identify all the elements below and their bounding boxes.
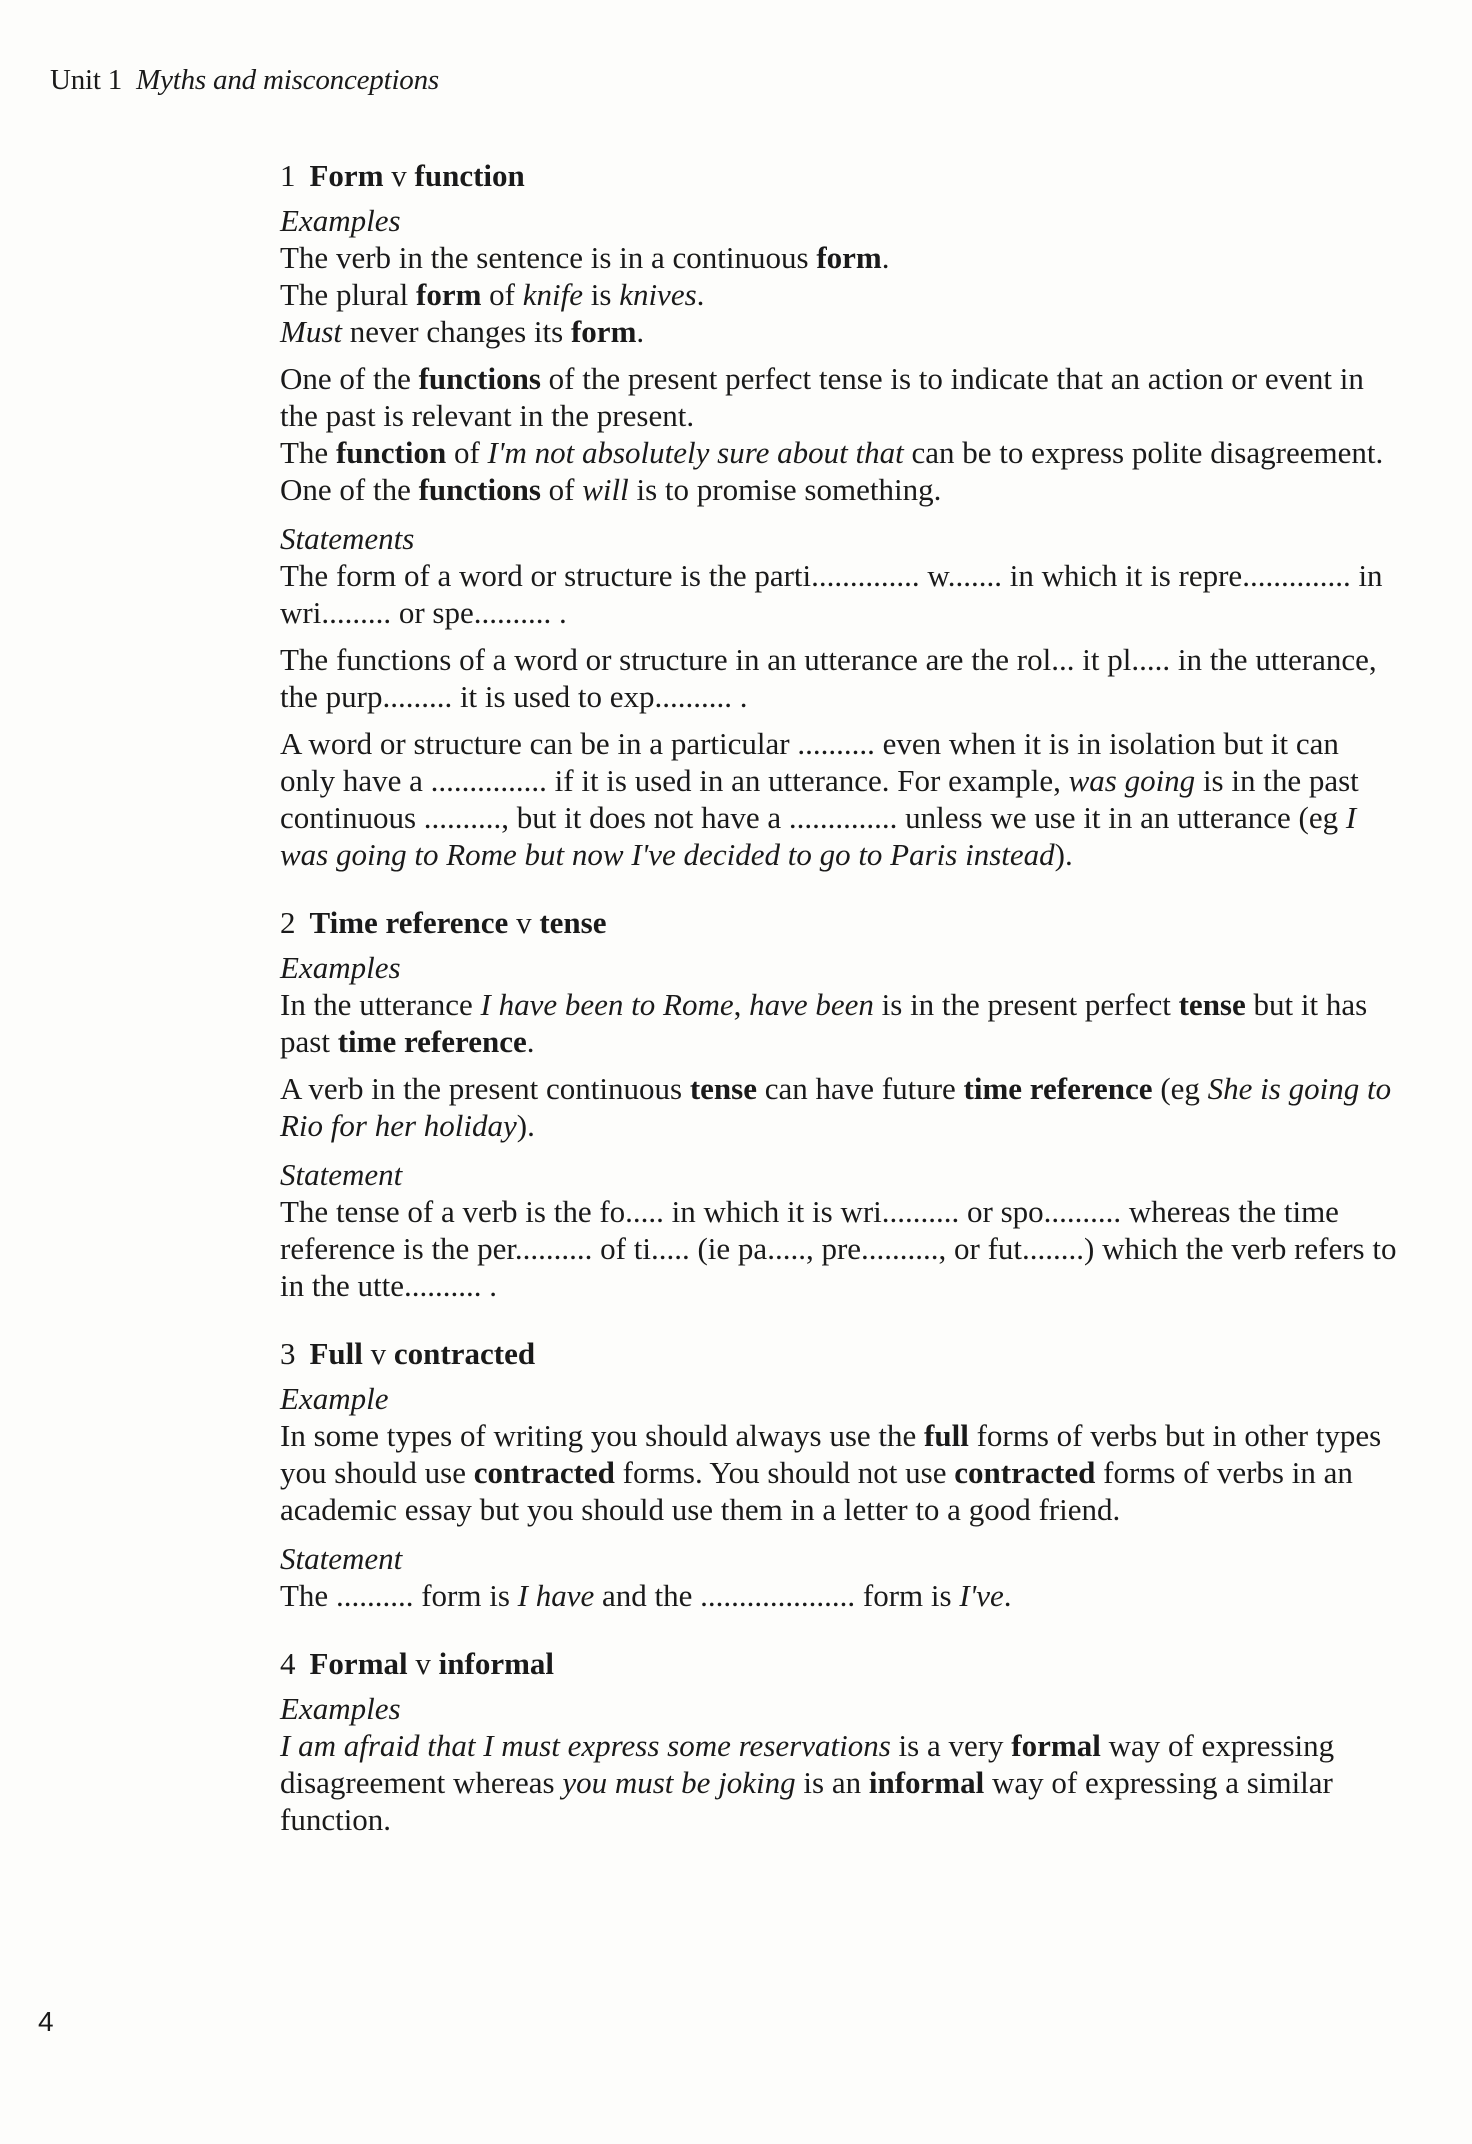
text-run: The verb in the sentence is in a continuous (280, 240, 817, 275)
text-run: One of the (280, 472, 419, 507)
bold-term: form (570, 314, 637, 349)
text-run: In the utterance (280, 987, 481, 1022)
text-run: is an (795, 1765, 869, 1800)
statement-gapfill (280, 1577, 1400, 1614)
statements-label: Statement (280, 1541, 403, 1576)
italic-term: I've (959, 1578, 1004, 1613)
example-line (280, 471, 1400, 508)
text-run: ). (1054, 837, 1073, 872)
section-number: 1 (280, 158, 296, 193)
bold-term: function (335, 435, 447, 470)
text-run: but it has past (280, 987, 1368, 1059)
section-heading (280, 156, 1400, 196)
bold-term: form (816, 240, 882, 275)
examples-label: Example (280, 1381, 389, 1416)
text-run: A word or structure can be in a particular .......... even when it is in isolation but it can only have a ............... if it is used in an utterance. For example, (280, 726, 1339, 798)
heading-term-1: Time reference (309, 905, 509, 940)
unit-title: Myths and misconceptions (136, 64, 439, 96)
text-run: (eg (1152, 1071, 1208, 1106)
section-number: 4 (280, 1646, 296, 1681)
text-run: is in the past continuous .........., but it does not have a .............. unless we use it in an utterance (eg (280, 763, 1359, 835)
text-run: . (1003, 1578, 1012, 1613)
text-run: . (526, 1024, 535, 1059)
italic-term: knife (522, 277, 583, 312)
text-run: forms of verbs but in other types you should use (280, 1418, 1382, 1490)
text-run: forms. You should not use (614, 1455, 955, 1490)
examples-block (280, 239, 1400, 508)
examples-label: Examples (280, 1691, 401, 1726)
text-run: One of the (280, 361, 419, 396)
italic-term: have been (749, 987, 874, 1022)
heading-term-2: tense (539, 905, 607, 940)
section-heading (280, 903, 1400, 943)
section-formal-v-informal (280, 1644, 1400, 1838)
examples-label: Examples (280, 203, 401, 238)
bold-term: functions (418, 472, 541, 507)
text-run: In some types of writing you should always use the (280, 1418, 925, 1453)
text-run: of the present perfect tense is to indicate that an action or event in the past is relevant in the present. (280, 361, 1364, 433)
example-line (280, 1070, 1400, 1144)
example-line (280, 1417, 1400, 1528)
statement-gapfill: The form of a word or structure is the parti.............. w....... in which it is repre.............. in wri......... or spe.......... . (280, 558, 1383, 630)
heading-term-1: Formal (309, 1646, 408, 1681)
bold-term: functions (418, 361, 541, 396)
heading-term-1: Form (309, 158, 384, 193)
bold-term: informal (868, 1765, 985, 1800)
text-run: . (696, 277, 705, 312)
text-run: The plural (280, 277, 417, 312)
text-run: . (881, 240, 890, 275)
italic-term: I have been to Rome (480, 987, 734, 1022)
running-header (50, 64, 439, 97)
examples-block (280, 986, 1400, 1144)
text-run: forms of verbs in an academic essay but you should use them in a letter to a good friend. (280, 1455, 1353, 1527)
text-run: is in the present perfect (873, 987, 1179, 1022)
heading-versus: v (370, 1336, 387, 1371)
section-heading (280, 1644, 1400, 1684)
bold-term: formal (1011, 1728, 1101, 1763)
text-run: is (583, 277, 620, 312)
italic-term: I have (517, 1578, 595, 1613)
italic-term: I am afraid that I must express some reservations (280, 1728, 891, 1763)
example-line (280, 434, 1400, 471)
statements-label: Statement (280, 1157, 403, 1192)
text-run: is a very (890, 1728, 1012, 1763)
italic-term: was going (1068, 763, 1196, 798)
bold-term: contracted (954, 1455, 1096, 1490)
text-run: never changes its (342, 314, 571, 349)
example-line (280, 360, 1400, 434)
italic-term: She is going to Rio for her holiday (280, 1071, 1392, 1143)
text-run: can be to express polite disagreement. (903, 435, 1384, 470)
statement-gapfill: The tense of a verb is the fo..... in which it is wri.......... or spo.......... whereas the time reference is the per.......... of ti..... (ie pa....., pre.........., or fut........) which the verb refers to in the utte.......... . (280, 1194, 1397, 1303)
example-line (280, 313, 1400, 350)
heading-versus: v (516, 905, 532, 940)
page-content (280, 156, 1400, 1868)
bold-term: tense (1178, 987, 1246, 1022)
examples-block (280, 1417, 1400, 1528)
section-time-reference-v-tense (280, 903, 1400, 1304)
text-run: way of expressing disagreement whereas (280, 1728, 1335, 1800)
text-run: way of expressing a similar function. (280, 1765, 1333, 1837)
section-number: 3 (280, 1336, 296, 1371)
text-run: ). (516, 1108, 535, 1143)
statements-label: Statements (280, 521, 415, 556)
text-run: can have future (756, 1071, 964, 1106)
statement-gapfill: The functions of a word or structure in an utterance are the rol... it pl..... in the utterance, the purp......... it is used to exp.......... . (280, 642, 1377, 714)
section-form-v-function (280, 156, 1400, 873)
heading-versus: v (415, 1646, 431, 1681)
text-run: is to promise something. (628, 472, 942, 507)
italic-term: I'm not absolutely sure about that (487, 435, 904, 470)
text-run: A verb in the present continuous (280, 1071, 690, 1106)
text-run: . (636, 314, 645, 349)
text-run: of (446, 435, 488, 470)
bold-term: full (924, 1418, 969, 1453)
bold-term: contracted (473, 1455, 615, 1490)
text-run: of (481, 277, 523, 312)
text-run: The (280, 435, 336, 470)
section-heading (280, 1334, 1400, 1374)
text-run: of (540, 472, 583, 507)
section-number: 2 (280, 905, 296, 940)
bold-term: form (416, 277, 482, 312)
italic-term: will (582, 472, 629, 507)
italic-term: I was going to Rome but now I've decided to go to Paris instead (280, 800, 1357, 872)
bold-term: tense (689, 1071, 757, 1106)
statement-gapfill (280, 725, 1400, 873)
bold-term: time reference (337, 1024, 527, 1059)
text-run: The .......... form is (280, 1578, 518, 1613)
text-run: , (733, 987, 750, 1022)
example-line (280, 276, 1400, 313)
heading-term-2: function (414, 158, 525, 193)
heading-term-2: contracted (393, 1336, 536, 1371)
heading-versus: v (391, 158, 407, 193)
bold-term: time reference (963, 1071, 1153, 1106)
text-run: and the .................... form is (594, 1578, 960, 1613)
example-line (280, 1727, 1400, 1838)
heading-term-2: informal (438, 1646, 555, 1681)
italic-term: Must (280, 314, 342, 349)
examples-label: Examples (280, 950, 401, 985)
unit-label: Unit 1 (50, 64, 123, 96)
heading-term-1: Full (309, 1336, 363, 1371)
example-line (280, 986, 1400, 1060)
page-number: 4 (38, 2006, 54, 2037)
italic-term: you must be joking (562, 1765, 796, 1800)
italic-term: knives (619, 277, 697, 312)
section-full-v-contracted (280, 1334, 1400, 1614)
example-line (280, 239, 1400, 276)
